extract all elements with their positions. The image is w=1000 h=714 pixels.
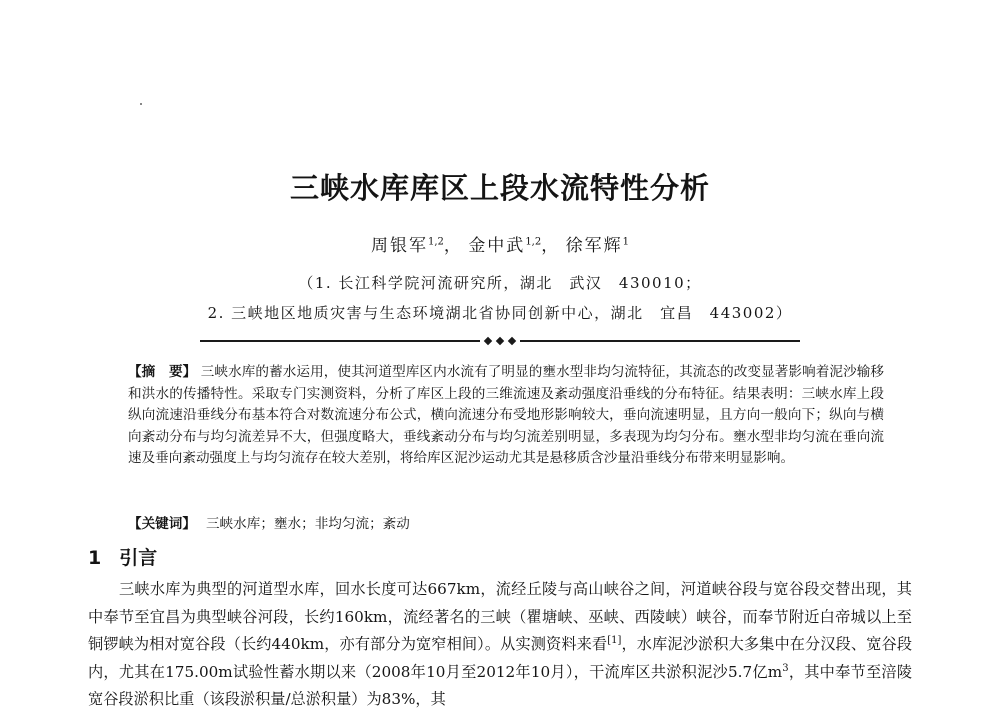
divider-diamond <box>484 337 492 345</box>
divider-diamond <box>508 337 516 345</box>
keywords-label: 【关键词】 <box>128 516 196 532</box>
section-heading <box>88 543 157 570</box>
author-affiliation-mark: 1 <box>622 236 629 248</box>
author-name: 周银军 <box>371 236 428 256</box>
keywords-text: 三峡水库；壅水；非均匀流；紊动 <box>205 516 410 532</box>
keywords <box>128 512 884 532</box>
author-affiliation-mark: 1,2 <box>428 236 444 248</box>
affiliation-1: （1. 长江科学院河流研究所，湖北 武汉 430010； <box>298 274 702 292</box>
affiliation-2: 2. 三峡地区地质灾害与生态环境湖北省协同创新中心，湖北 宜昌 443002） <box>207 304 793 322</box>
author-separator: ， <box>541 236 559 256</box>
citation-ref: [1] <box>607 634 622 646</box>
abstract <box>128 362 884 470</box>
abstract-text: 三峡水库的蓄水运用，使其河道型库区内水流有了明显的壅水型非均匀流特征，其流态的改变显著影响着泥沙输移和洪水的传播特性。采取专门实测资料，分析了库区上段的三维流速及紊动强度沿垂线的分布特征。结果表明：三峡水库上段纵向流速沿垂线分布基本符合对数流速分布公式，横向流速分布受地形影响较大，垂向流速明显，且方向一般向下；纵向与横向紊动分布与均匀流差异不大，但强度略大，垂线紊动分布与均匀流差别明显，多表现为均匀分布。壅水型非均匀流在垂向流速及垂向紊动强度上与均匀流存在较大差别，将给库区泥沙运动尤其是悬移质含沙量沿垂线分布带来明显影响。 <box>128 364 885 466</box>
body-text-segment: 三峡水库为典型的河道型水库，回水长度可达667km，流经丘陵与高山峡谷之间，河道峡谷段与宽谷段交替出现，其中奉节至宜昌为典型峡谷河段，长约160km，流经著名的三峡（瞿塘峡、巫峡、西陵峡）峡谷，而奉节附近白帝城以上至铜锣峡为相对宽谷段（长约440km，亦有部分为宽窄相间）。从实测资料来看 <box>88 580 912 653</box>
body-text-segment: ，水库泥沙淤积大多集中在分汉段、宽谷段内，尤其在175.00m试验性蓄水期以来（2008年10月至2012年10月），干流库区共淤积泥沙5.7亿m <box>88 635 913 681</box>
divider-diamond <box>496 337 504 345</box>
section-number: 1 <box>88 547 102 569</box>
paper-title: 三峡水库库区上段水流特性分析 <box>289 171 710 205</box>
body-paragraph <box>88 576 912 714</box>
divider-line-left <box>200 340 480 342</box>
author-affiliation-mark: 1,2 <box>525 236 542 248</box>
divider-line-right <box>520 340 800 342</box>
body-text <box>88 576 912 714</box>
section-title: 引言 <box>119 547 158 569</box>
abstract-label: 【摘 要】 <box>128 364 197 380</box>
author-name: 金中武 <box>468 236 526 256</box>
scan-speck <box>140 103 142 105</box>
body-text-segment: ，其中奉节至涪陵宽谷段淤积比重（该段淤积量/总淤积量）为83%，其 <box>88 662 913 708</box>
author-name: 徐军辉 <box>565 236 623 256</box>
unit-superscript: 3 <box>782 662 789 674</box>
ornamental-divider <box>200 338 800 344</box>
author-list <box>0 231 1000 256</box>
author-separator: ， <box>443 236 461 256</box>
